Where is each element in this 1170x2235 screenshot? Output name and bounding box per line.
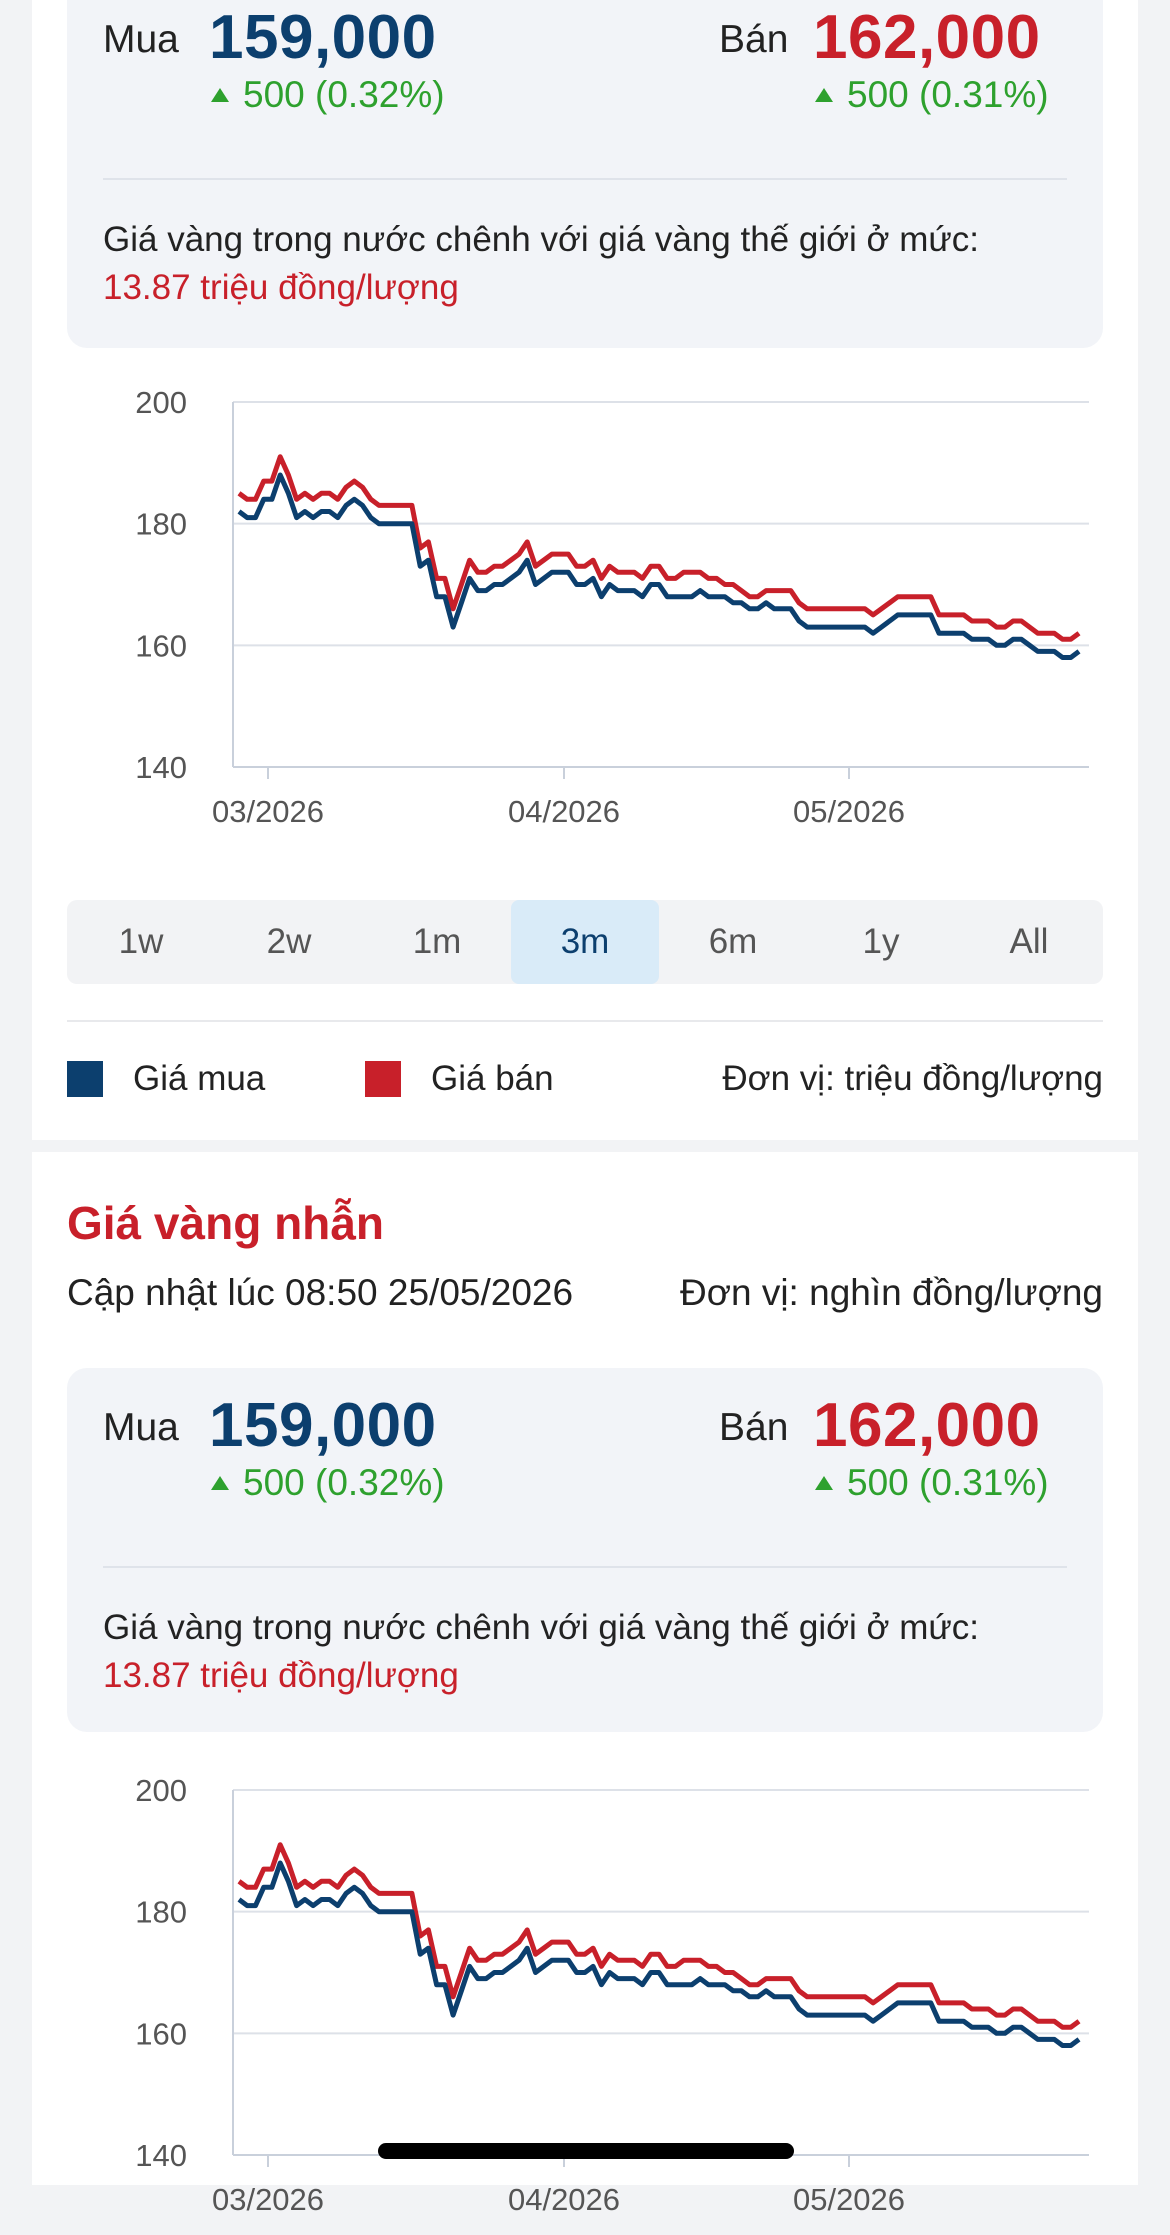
up-arrow-icon xyxy=(815,88,833,102)
y-tick-label: 180 xyxy=(135,506,187,542)
range-selector xyxy=(67,900,1103,984)
buy-change xyxy=(211,74,445,116)
range-option-3m[interactable]: 3m xyxy=(511,900,659,984)
legend-sell xyxy=(365,1054,554,1104)
y-tick-label: 200 xyxy=(135,1773,187,1808)
price-row xyxy=(103,0,1067,160)
sell-change-value: 500 (0.31%) xyxy=(847,1462,1049,1503)
buy-change-value: 500 (0.32%) xyxy=(243,74,445,115)
buy-price: 159,000 xyxy=(209,1391,437,1460)
sell-label: Bán xyxy=(719,1406,789,1449)
price-row xyxy=(103,1388,1067,1548)
x-tick-label: 03/2026 xyxy=(211,794,325,829)
series-line-sell xyxy=(239,457,1079,640)
section-title: Giá vàng nhẫn xyxy=(67,1197,384,1249)
range-option-all[interactable]: All xyxy=(1009,922,1049,961)
up-arrow-icon xyxy=(211,88,229,102)
buy-change xyxy=(211,1462,445,1504)
y-tick-label: 140 xyxy=(135,2138,187,2173)
series-line-sell xyxy=(239,1845,1079,2028)
range-option-1y[interactable]: 1y xyxy=(862,922,900,961)
legend-buy-label: Giá mua xyxy=(133,1059,266,1098)
sell-label: Bán xyxy=(719,18,789,61)
legend-buy-swatch xyxy=(67,1061,103,1097)
x-tick-label: 03/2026 xyxy=(211,2182,325,2217)
y-tick-label: 200 xyxy=(135,385,187,420)
price-chart xyxy=(67,382,1107,842)
legend-sell-swatch xyxy=(365,1061,401,1097)
sell-price: 162,000 xyxy=(813,1391,1041,1460)
sell-change xyxy=(815,1462,1049,1504)
price-summary-box xyxy=(67,1368,1103,1732)
sell-change xyxy=(815,74,1049,116)
sell-change-value: 500 (0.31%) xyxy=(847,74,1049,115)
buy-label: Mua xyxy=(103,18,179,61)
sell-price: 162,000 xyxy=(813,3,1041,72)
range-option-1w[interactable]: 1w xyxy=(118,922,164,961)
world-diff-value: 13.87 triệu đồng/lượng xyxy=(103,268,459,307)
y-tick-label: 160 xyxy=(135,2016,187,2052)
x-tick-label: 05/2026 xyxy=(792,794,906,829)
range-option-2w[interactable]: 2w xyxy=(266,922,312,961)
gold-price-card xyxy=(32,0,1138,1140)
price-chart-svg xyxy=(67,382,1107,842)
up-arrow-icon xyxy=(211,1476,229,1490)
ring-gold-card xyxy=(32,1152,1138,2217)
price-summary-box xyxy=(67,0,1103,348)
price-chart xyxy=(67,1770,1107,2230)
divider xyxy=(103,1566,1067,1568)
world-diff-text xyxy=(103,216,1067,312)
world-diff-value: 13.87 triệu đồng/lượng xyxy=(103,1656,459,1695)
y-tick-label: 180 xyxy=(135,1894,187,1930)
chart-legend xyxy=(67,1054,1103,1104)
update-row xyxy=(67,1272,1103,1314)
world-diff-label: Giá vàng trong nước chênh với giá vàng thế giới ở mức: xyxy=(103,1608,980,1647)
divider xyxy=(103,178,1067,180)
home-indicator[interactable] xyxy=(378,2143,794,2159)
buy-label: Mua xyxy=(103,1406,179,1449)
x-tick-label: 04/2026 xyxy=(507,2182,621,2217)
update-time: Cập nhật lúc 08:50 25/05/2026 xyxy=(67,1272,574,1313)
buy-change-value: 500 (0.32%) xyxy=(243,1462,445,1503)
legend-unit: Đơn vị: triệu đồng/lượng xyxy=(722,1059,1103,1098)
range-option-1m[interactable]: 1m xyxy=(412,922,462,961)
buy-price: 159,000 xyxy=(209,3,437,72)
legend-sell-label: Giá bán xyxy=(431,1059,554,1098)
world-diff-text xyxy=(103,1604,1067,1700)
range-option-6m[interactable]: 6m xyxy=(708,922,758,961)
world-diff-label: Giá vàng trong nước chênh với giá vàng thế giới ở mức: xyxy=(103,220,980,259)
up-arrow-icon xyxy=(815,1476,833,1490)
x-tick-label: 04/2026 xyxy=(507,794,621,829)
unit-label: Đơn vị: nghìn đồng/lượng xyxy=(680,1272,1103,1313)
y-tick-label: 140 xyxy=(135,750,187,785)
y-tick-label: 160 xyxy=(135,628,187,664)
legend-buy xyxy=(67,1054,265,1104)
x-tick-label: 05/2026 xyxy=(792,2182,906,2217)
price-chart-svg xyxy=(67,1770,1107,2230)
divider xyxy=(67,1020,1103,1022)
